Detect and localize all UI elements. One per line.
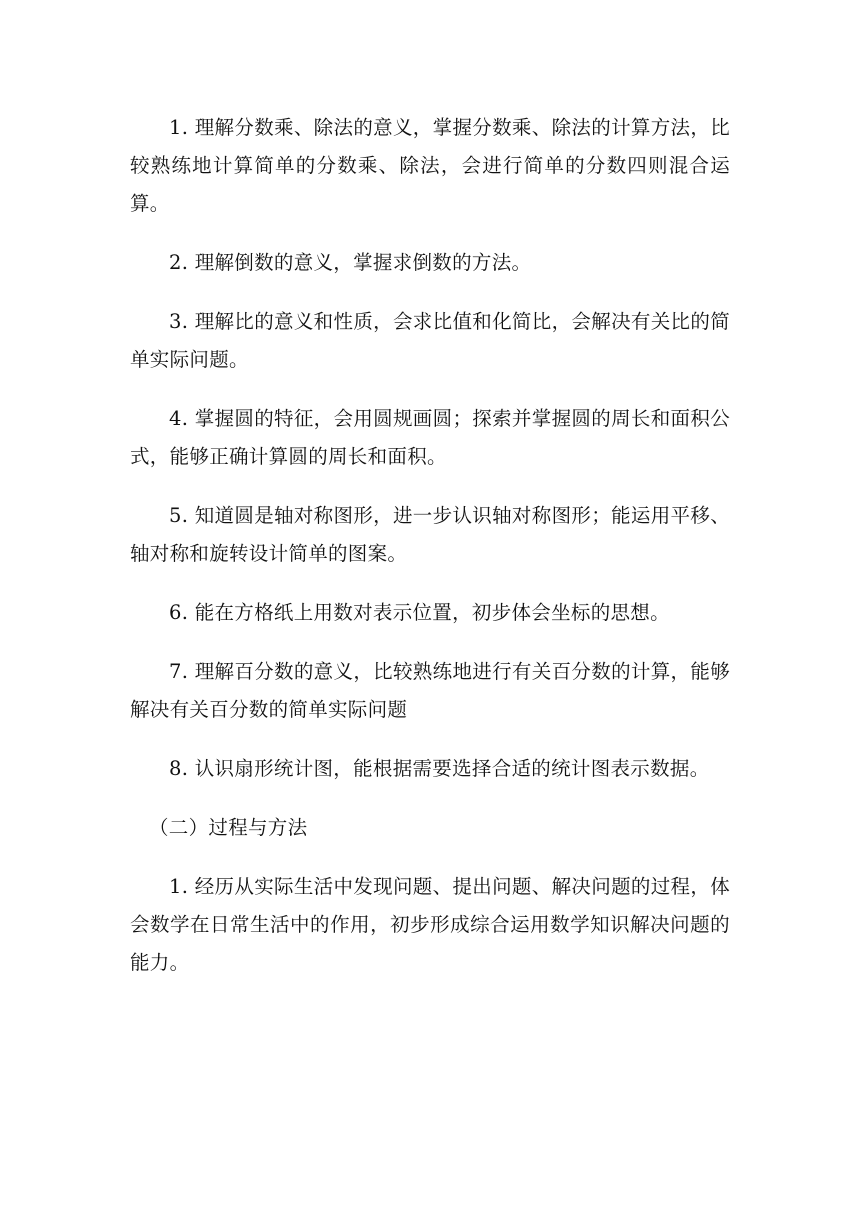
paragraph-objective-7: 7. 理解百分数的意义，比较熟练地进行有关百分数的计算，能够解决有关百分数的简单实际问题	[130, 660, 730, 721]
paragraph-objective-8: 8. 认识扇形统计图，能根据需要选择合适的统计图表示数据。	[169, 757, 710, 780]
paragraph-process-1: 1. 经历从实际生活中发现问题、提出问题、解决问题的过程，体会数学在日常生活中的作用，初步形成综合运用数学知识解决问题的能力。	[130, 875, 730, 974]
paragraph-objective-4: 4. 掌握圆的特征，会用圆规画圆；探索并掌握圆的周长和面积公式，能够正确计算圆的周长和面积。	[130, 407, 730, 468]
document-body	[130, 109, 730, 982]
paragraph-objective-3: 3. 理解比的意义和性质，会求比值和化简比，会解决有关比的简单实际问题。	[130, 310, 730, 371]
section-heading-process-and-method: （二）过程与方法	[149, 816, 308, 839]
paragraph-objective-1: 1. 理解分数乘、除法的意义，掌握分数乘、除法的计算方法，比较熟练地计算简单的分数乘、除法，会进行简单的分数四则混合运算。	[130, 116, 730, 215]
paragraph-objective-5: 5. 知道圆是轴对称图形，进一步认识轴对称图形；能运用平移、轴对称和旋转设计简单的图案。	[130, 504, 730, 565]
paragraph-objective-6: 6. 能在方格纸上用数对表示位置，初步体会坐标的思想。	[169, 601, 670, 624]
paragraph-objective-2: 2. 理解倒数的意义，掌握求倒数的方法。	[169, 251, 532, 274]
